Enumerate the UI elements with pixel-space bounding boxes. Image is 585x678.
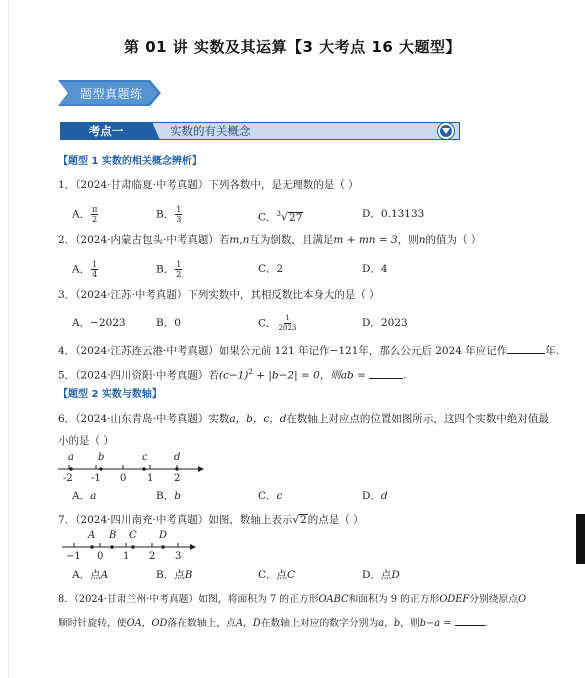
option-value: 4 (380, 263, 388, 275)
option-label: A． (72, 317, 91, 329)
q6-option-d[interactable] (362, 489, 388, 503)
q6-line2: 小的是（ ） (58, 435, 114, 447)
axis-point-label: c (142, 452, 148, 463)
q8-text: 顺时针旋转，使 (58, 618, 127, 629)
page-title: 第 01 讲 实数及其运算【3 大考点 16 大题型】 (123, 38, 462, 56)
option-label: B． (156, 317, 175, 329)
q2-source: （2024·内蒙古包头·中考真题） (75, 234, 219, 246)
option-value: a (90, 490, 97, 502)
q6-text: 实数 (208, 413, 230, 425)
fraction (91, 260, 98, 279)
q8-vars: a，b (378, 618, 401, 629)
q1-option-d[interactable] (362, 207, 424, 221)
q7-option-d[interactable] (362, 568, 400, 582)
q7-option-c[interactable] (258, 568, 295, 582)
denominator: 2023 (278, 324, 297, 332)
axis-tick-label: 1 (147, 473, 154, 484)
q6-option-a[interactable] (72, 489, 96, 503)
q8-point-d: D (252, 618, 261, 629)
option-label: B． (156, 490, 175, 502)
option-value: B (184, 569, 193, 581)
axis-point-label: B (109, 530, 117, 541)
option-label: D． (362, 263, 381, 275)
q2-var-n: n (418, 234, 426, 246)
denominator: 4 (92, 270, 98, 279)
q1-text: 下列各数中，是无理数的是（ ） (208, 179, 359, 191)
axis-tick-label: 2 (174, 473, 181, 484)
q8-text: ，则 (400, 618, 420, 629)
question-3 (58, 288, 380, 302)
q1-source: （2024·甘肃临夏·中考真题） (75, 179, 209, 191)
q6-option-c[interactable] (258, 489, 282, 503)
q8-text: 如图，将面积为 7 的正方形 (198, 594, 319, 605)
q8-number: 8． (58, 594, 75, 605)
question-2 (58, 233, 481, 247)
q3-option-c[interactable] (258, 314, 298, 333)
number-line-q6 (58, 452, 208, 488)
q7-source: （2024·四川南充·中考真题） (75, 514, 209, 526)
option-value: d (380, 490, 388, 502)
q8-text: = (440, 618, 455, 629)
question-7 (58, 513, 364, 527)
q2-text: 的值为（ ） (425, 234, 482, 246)
type-heading-2: 【题型 2 实数与数轴】 (58, 389, 162, 400)
q2-text: 互为倒数，且满足 (249, 234, 334, 246)
axis-tick-label: 2 (149, 551, 156, 562)
q6-source: （2024·山东青岛·中考真题） (75, 413, 209, 425)
q3-option-d[interactable] (362, 316, 408, 330)
q7-option-b[interactable] (156, 568, 192, 582)
q8-tail: . (484, 618, 488, 629)
option-label: C．点 (258, 569, 288, 581)
fraction (175, 205, 182, 224)
axis-tick-label: −1 (66, 551, 81, 562)
q4-source: （2024·江苏连云港·中考真题） (75, 345, 219, 357)
axis-point-label: b (98, 452, 105, 463)
axis-point-label: A (88, 530, 96, 541)
denominator: 2 (92, 215, 98, 224)
option-label: A． (72, 490, 91, 502)
q5-exponent: 2 (248, 368, 253, 376)
section-banner (58, 80, 161, 106)
collapse-toggle-icon[interactable] (438, 123, 454, 139)
number-line-q6-axis (58, 452, 208, 488)
q2-text: 若 (218, 234, 230, 246)
q7-text: 如图，数轴上表示 (208, 514, 293, 526)
option-label: C． (258, 490, 277, 502)
chevron-down-icon (442, 128, 450, 134)
radical-sign: √ (281, 210, 289, 224)
axis-point-label: D (159, 530, 168, 541)
q3-source: （2024·江苏·中考真题） (75, 289, 188, 301)
q7-number: 7． (58, 514, 76, 526)
q4-text: 如果公元前 121 年记作−121年，那么公元后 2024 年应记作 (218, 345, 508, 357)
radicand: 2 (300, 514, 307, 526)
q3-text: 下列实数中，其相反数比本身大的是（ ） (187, 289, 380, 301)
q2-text: ，则 (397, 234, 419, 246)
fraction (175, 260, 182, 279)
option-label: B． (156, 263, 175, 276)
q8-text: 和面积为 9 的正方形 (348, 594, 440, 605)
option-value: −2023 (90, 317, 126, 329)
option-label: C． (258, 263, 277, 275)
option-label: D．点 (362, 569, 392, 581)
option-label: C． (258, 211, 277, 224)
answer-blank[interactable] (455, 615, 485, 626)
q2-option-d[interactable] (362, 262, 388, 276)
q6-text: 在数轴上对应点的位置如图所示，这四个实数中绝对值最 (286, 413, 549, 425)
q5-source: （2024·四川资阳·中考真题） (75, 369, 209, 382)
q4-tail: 年. (545, 345, 560, 357)
axis-tick-label: 0 (120, 473, 127, 484)
option-label: D． (362, 317, 381, 329)
numerator: 1 (285, 314, 290, 322)
q3-option-b[interactable] (156, 316, 181, 330)
option-label: C． (258, 317, 277, 330)
option-value: 2023 (380, 317, 408, 329)
numerator: π (92, 205, 98, 214)
q1-option-a[interactable] (72, 205, 99, 224)
q5-tail: . (403, 369, 407, 382)
q5-var-ab: ab (340, 369, 354, 382)
kaodian-bar[interactable] (60, 122, 460, 140)
axis-tick-label: 1 (123, 551, 130, 562)
question-5 (58, 365, 407, 383)
numerator: 1 (176, 205, 182, 214)
q7-option-a[interactable] (72, 568, 108, 582)
option-value: c (276, 490, 283, 502)
q8-square-2: ODEF (439, 594, 470, 605)
q2-option-a[interactable] (72, 260, 99, 279)
type-heading-1: 【题型 1 实数的相关概念辨析】 (58, 156, 202, 167)
q3-number: 3． (58, 289, 76, 301)
option-label: B．点 (156, 569, 185, 581)
side-scroll-tab[interactable] (576, 514, 585, 564)
q6-option-b[interactable] (156, 489, 181, 503)
q8-text: 落在数轴上，点 (167, 618, 236, 629)
axis-tick-label: -1 (91, 473, 101, 484)
denominator: 3 (176, 215, 182, 224)
option-label: D． (362, 208, 381, 220)
question-6 (58, 412, 549, 426)
q8-square-1: OABC (318, 594, 349, 605)
option-value: 0 (174, 317, 181, 329)
option-value: A (100, 569, 109, 581)
q2-option-c[interactable] (258, 262, 283, 276)
radicand: 27 (289, 211, 303, 224)
q3-option-a[interactable] (72, 316, 126, 330)
axis-point-label: C (129, 530, 137, 541)
option-value: 2 (276, 263, 284, 275)
fraction (91, 205, 98, 224)
option-value: 0.13133 (380, 208, 425, 220)
kaodian-slash-shape (144, 122, 160, 140)
banner-label: 题型真题练 (80, 87, 143, 101)
number-line-q7 (62, 530, 202, 566)
root-index: 3 (276, 210, 282, 218)
q6-number: 6． (58, 413, 76, 425)
axis-point-label: a (68, 452, 74, 463)
q8-text: 在数轴上对应的数字分别为 (260, 618, 379, 629)
option-label: A． (72, 208, 91, 221)
axis-tick-label: 0 (97, 551, 104, 562)
q2-var-mn: m,n (229, 234, 250, 246)
q1-number: 1． (58, 179, 76, 191)
option-label: A． (72, 263, 91, 276)
axis-point-label: d (174, 452, 181, 463)
numerator: 1 (92, 260, 98, 269)
q8-text: 分别绕原点 (469, 594, 519, 605)
q5-text: = (353, 369, 370, 382)
q2-equation: m + mn = 3 (333, 234, 398, 246)
question-4 (58, 343, 559, 358)
option-value: D (391, 569, 400, 581)
radical-sign: √ (292, 514, 300, 526)
q8-line2 (58, 615, 488, 631)
q8-point-a: A (235, 618, 244, 629)
q5-expression: + |b−2| = 0，则 (252, 369, 341, 382)
q8-segments: OA，OD (126, 618, 168, 629)
q5-number: 5． (58, 369, 76, 382)
q5-expression: (c−1) (218, 369, 249, 382)
q1-option-c[interactable] (258, 207, 303, 225)
q8-source: （2024·甘肃兰州·中考真题） (74, 594, 199, 605)
q8-expression: b−a (419, 618, 441, 629)
q4-number: 4． (58, 345, 76, 357)
page-margin-rule (8, 0, 9, 678)
q1-option-b[interactable] (156, 205, 183, 224)
q6-vars: a，b，c，d (229, 413, 287, 425)
option-label: D． (362, 490, 381, 502)
answer-blank[interactable] (369, 368, 403, 379)
q5-text: 若 (208, 369, 219, 382)
denominator: 2 (176, 270, 182, 279)
answer-blank[interactable] (507, 343, 545, 354)
axis-tick-label: 3 (175, 551, 182, 562)
q7-text: 的点是（ ） (307, 514, 364, 526)
fraction (278, 314, 298, 333)
question-1 (58, 178, 359, 192)
numerator: 1 (176, 260, 182, 269)
question-8 (58, 593, 526, 607)
q2-number: 2． (58, 234, 76, 246)
option-label: A．点 (72, 569, 101, 581)
q2-option-b[interactable] (156, 260, 183, 279)
option-value: b (174, 490, 181, 502)
kaodian-label: 考点一 (60, 122, 152, 140)
axis-tick-label: -2 (63, 473, 73, 484)
kaodian-text: 实数的有关概念 (170, 124, 251, 138)
option-label: B． (156, 208, 175, 221)
q8-text: ， (243, 618, 253, 629)
q8-origin: O (518, 594, 527, 605)
option-value: C (287, 569, 296, 581)
